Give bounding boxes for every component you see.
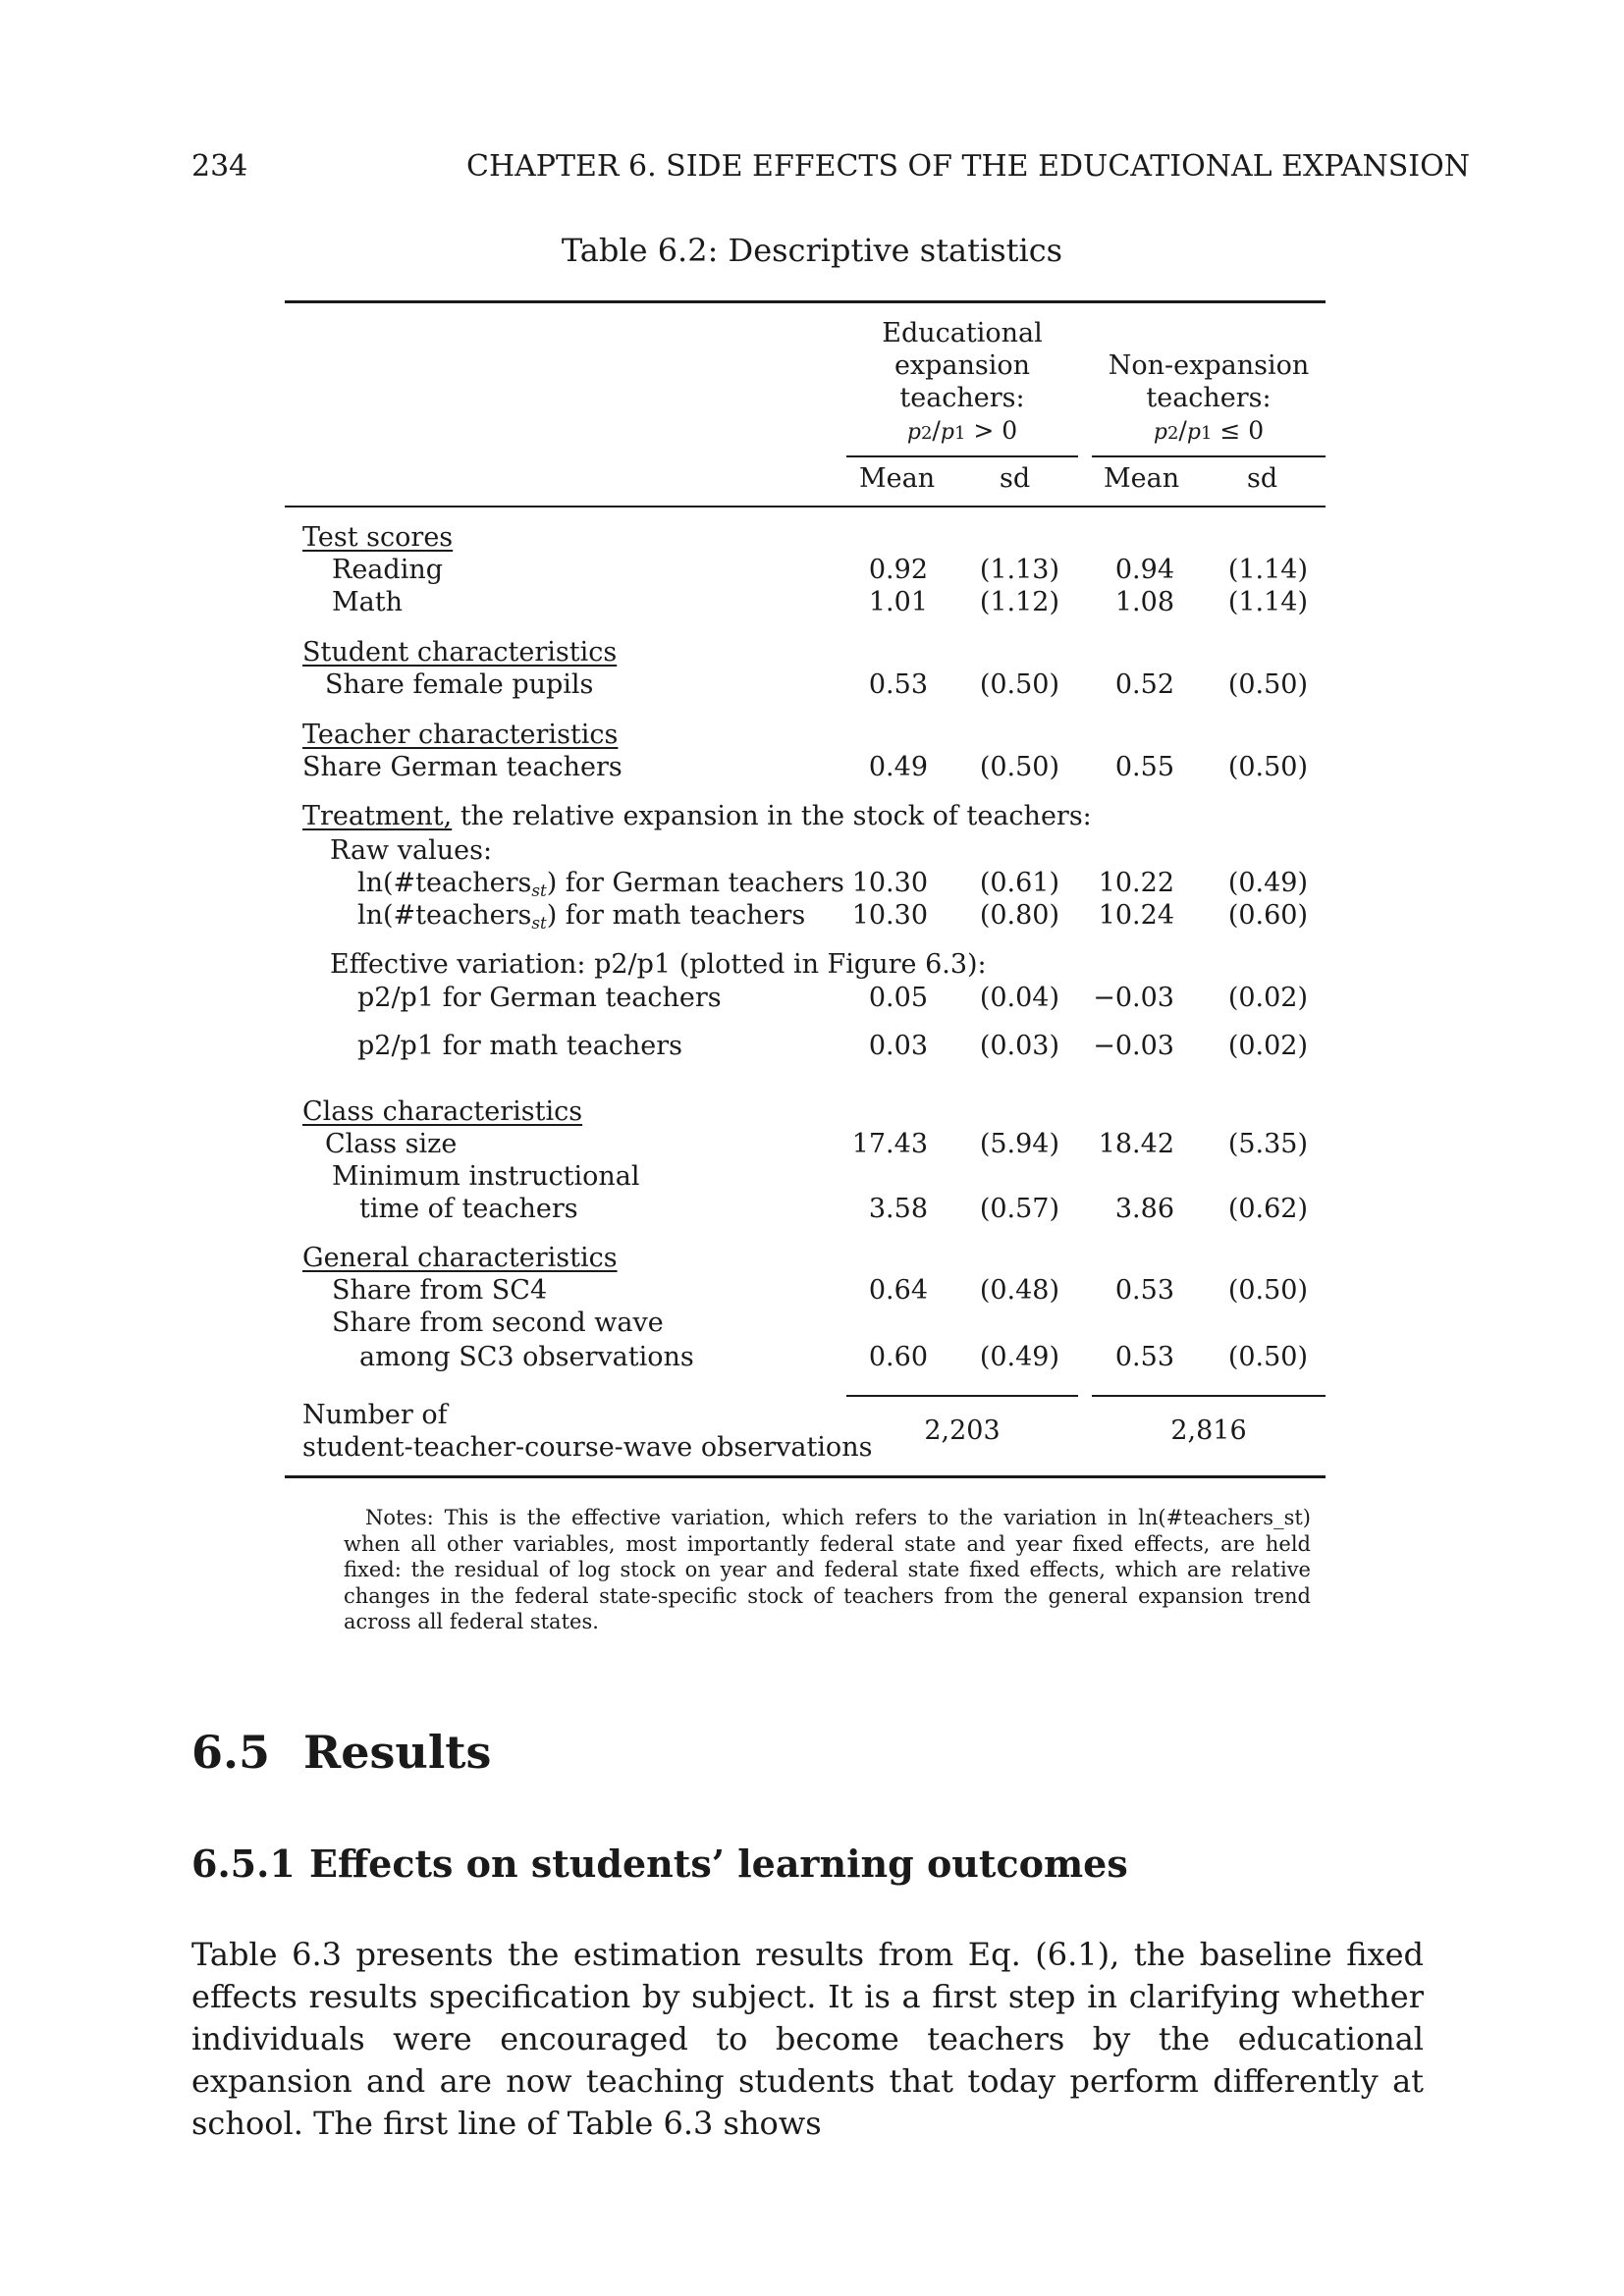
table-row: Reading 0.92 (1.13) 0.94 (1.14) [332, 555, 1308, 585]
running-head: CHAPTER 6. SIDE EFFECTS OF THE EDUCATIONAL EXPANSION [466, 149, 1470, 184]
header-nonexpansion-group: Non-expansion teachers: p2/p1 ≤ 0 [1108, 350, 1310, 445]
table-row: among SC3 observations 0.60 (0.49) 0.53 (0.50) [359, 1342, 1308, 1372]
subsection-title: 6.5.1 Effects on students’ learning outcomes [191, 1842, 1128, 1886]
section-title: 6.5 Results [191, 1726, 492, 1779]
table-row: Share from second wave [332, 1308, 664, 1338]
obs-count-expansion: 2,203 [924, 1415, 1001, 1446]
header-bottom-rule [285, 506, 1326, 507]
header-expansion-group: Educational expansion teachers: p2/p1 > 0 [882, 318, 1043, 445]
table-row: Share female pupils 0.53 (0.50) 0.52 (0.50) [325, 669, 1308, 700]
table-row: Minimum instructional [332, 1161, 640, 1192]
obs-count-nonexpansion: 2,816 [1170, 1415, 1247, 1446]
section-teacher-characteristics: Teacher characteristics [302, 720, 619, 750]
table-bottom-rule [285, 1475, 1326, 1478]
header-rule-expansion [846, 455, 1078, 457]
subheader-sd-expansion: sd [1000, 463, 1031, 494]
table-row: Class size 17.43 (5.94) 18.42 (5.35) [325, 1129, 1308, 1159]
raw-values-label: Raw values: [330, 835, 493, 866]
table-row: Share from SC4 0.64 (0.48) 0.53 (0.50) [332, 1275, 1308, 1306]
table-row: ln(#teachers$_{st}$) for German teachers 10.30 (0.61) 10.22 (0.49) [357, 868, 1308, 901]
table-caption: Table 6.2: Descriptive statistics [561, 232, 1063, 269]
table-top-rule [285, 300, 1326, 303]
page-number: 234 [191, 149, 248, 184]
header-rule-nonexpansion [1092, 455, 1326, 457]
obs-label-2: student-teacher-course-wave observations [302, 1432, 873, 1463]
table-row: p2/p1 for math teachers 0.03 (0.03) −0.03 (0.02) [357, 1031, 1308, 1061]
subheader-mean-expansion: Mean [859, 463, 936, 494]
section-class-characteristics: Class characteristics [302, 1096, 583, 1127]
body-paragraph: Table 6.3 presents the estimation results from Eq. (6.1), the baseline fixed effects results specification by subject. It is a first step in clarifying whether individuals were encouraged to become teachers by the educational expansion and are now teaching students that today perform differently at school. The first line of Table 6.3 shows [191, 1936, 1424, 2142]
obs-label-1: Number of [302, 1400, 448, 1430]
effective-variation-label: Effective variation: p2/p1 (plotted in Figure 6.3): [330, 949, 987, 980]
table-row: p2/p1 for German teachers 0.05 (0.04) −0.03 (0.02) [357, 983, 1308, 1013]
section-test-scores: Test scores [302, 522, 454, 553]
table-row: Share German teachers 0.49 (0.50) 0.55 (0.50) [302, 752, 1308, 782]
table-row: time of teachers 3.58 (0.57) 3.86 (0.62) [359, 1194, 1308, 1224]
section-student-characteristics: Student characteristics [302, 637, 618, 667]
section-treatment: Treatment, the relative expansion in the stock of teachers: [302, 801, 1092, 831]
subheader-sd-nonexpansion: sd [1247, 463, 1278, 494]
table-row: ln(#teachers$_{st}$) for math teachers 10.30 (0.80) 10.24 (0.60) [357, 900, 1308, 934]
table-row: Math 1.01 (1.12) 1.08 (1.14) [332, 587, 1308, 617]
table-notes: Notes: This is the effective variation, which refers to the variation in ln(#teachers_st) when all other variables, most importantly federal state and year fixed effects, are held fixed: the residual of log stock on year and federal state fixed effects, which are relative changes in the federal state-specific stock of teachers from the general expansion trend across all federal states. [344, 1506, 1311, 1633]
subheader-mean-nonexpansion: Mean [1104, 463, 1180, 494]
section-general-characteristics: General characteristics [302, 1243, 618, 1273]
